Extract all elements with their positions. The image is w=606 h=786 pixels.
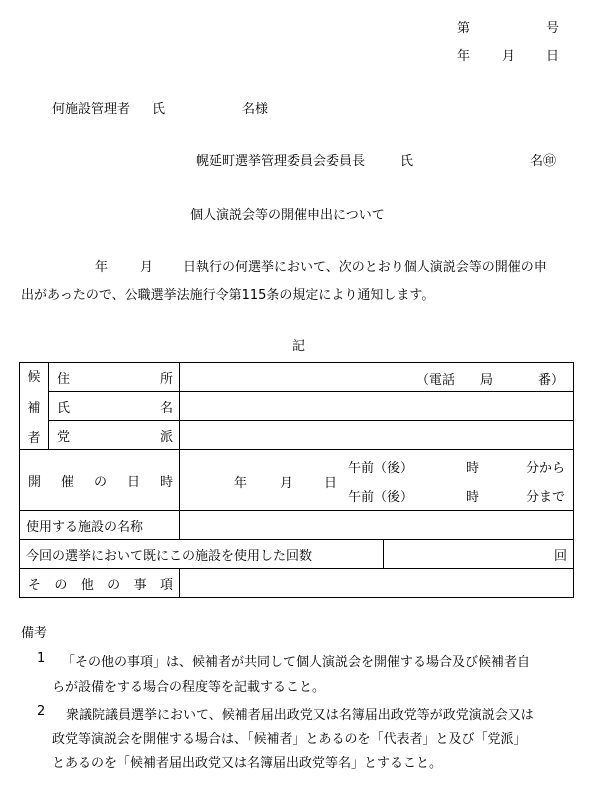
address-value-cell[interactable] bbox=[180, 363, 574, 392]
note-1-line1: 「その他の事項」は、候補者が共同して個人演説会を開催する場合及び候補者自 bbox=[62, 655, 531, 670]
table-row-schedule bbox=[20, 450, 574, 511]
facility-name-value-cell[interactable] bbox=[180, 511, 574, 540]
schedule-year: 年 bbox=[234, 476, 248, 491]
start-hour: 時 bbox=[466, 461, 480, 476]
other-matters-value-cell[interactable] bbox=[180, 569, 574, 598]
note-2-line3: とあるのを「候補者届出政党又は名簿届出政党等名」とすること。 bbox=[52, 756, 443, 771]
body-line1: 日執行の何選挙において、次のとおり個人演説会等の開催の申 bbox=[183, 260, 547, 275]
sender-name-label: 氏 bbox=[400, 154, 414, 169]
name-value-cell[interactable] bbox=[180, 392, 574, 421]
schedule-value-cell[interactable] bbox=[180, 450, 574, 511]
number-prefix: 第 bbox=[457, 21, 471, 36]
phone-exchange: 局 bbox=[480, 373, 494, 388]
times-used-value-cell[interactable] bbox=[384, 540, 574, 569]
date-day: 日 bbox=[546, 49, 560, 64]
candidate-label-cell bbox=[20, 363, 49, 450]
table-row-other bbox=[20, 569, 574, 598]
phone-open: （電話 bbox=[416, 373, 456, 388]
address-label: 住 所 bbox=[49, 363, 180, 392]
candidate-label: 候 補 者 bbox=[27, 370, 41, 446]
addressee-honorific: 名様 bbox=[242, 102, 269, 117]
end-ampm: 午前（後） bbox=[348, 490, 414, 505]
start-minute: 分から bbox=[526, 461, 566, 476]
sender-seal: 名㊞ bbox=[530, 154, 557, 169]
phone-number: 番） bbox=[538, 373, 565, 388]
schedule-day: 日 bbox=[324, 476, 338, 491]
sender-title: 幌延町選挙管理委員会委員長 bbox=[196, 154, 366, 169]
notes-title: 備考 bbox=[21, 626, 48, 641]
note-2-line2: 政党等演説会を開催する場合は、「候補者」とあるのを「代表者」と及び「党派」 bbox=[52, 732, 527, 747]
end-minute: 分まで bbox=[526, 490, 566, 505]
times-used-label: 今回の選挙において既にこの施設を使用した回数 bbox=[20, 540, 384, 569]
date-month: 月 bbox=[502, 49, 516, 64]
schedule-label: 開 催 の 日 時 bbox=[20, 450, 180, 511]
addressee-name-label: 氏 bbox=[152, 102, 166, 117]
table-row-times-used bbox=[20, 540, 574, 569]
other-matters-label: そ の 他 の 事 項 bbox=[20, 569, 180, 598]
start-ampm: 午前（後） bbox=[348, 461, 414, 476]
table-row-party bbox=[20, 421, 574, 450]
note-2-line1: 衆議院議員選挙において、候補者届出政党又は名簿届出政党等が政党演説会又は bbox=[66, 708, 534, 723]
table-row-name bbox=[20, 392, 574, 421]
note-2-number: 2 bbox=[37, 704, 46, 719]
date-year: 年 bbox=[457, 49, 471, 64]
times-unit: 回 bbox=[553, 548, 567, 564]
addressee-manager: 何施設管理者 bbox=[52, 102, 131, 117]
schedule-month: 月 bbox=[280, 476, 294, 491]
note-1-line2: らが設備をする場合の程度等を記載すること。 bbox=[52, 680, 326, 695]
ki-heading: 記 bbox=[292, 339, 306, 354]
table-row-address bbox=[20, 363, 574, 392]
end-hour: 時 bbox=[466, 490, 480, 505]
party-value-cell[interactable] bbox=[180, 421, 574, 450]
subject-title: 個人演説会等の開催申出について bbox=[190, 208, 385, 223]
party-label: 党 派 bbox=[49, 421, 180, 450]
body-month: 月 bbox=[140, 260, 154, 275]
number-suffix: 号 bbox=[546, 21, 560, 36]
application-table bbox=[19, 362, 574, 598]
table-row-facility bbox=[20, 511, 574, 540]
body-line2: 出があったので、公職選挙法施行令第115条の規定により通知します。 bbox=[21, 288, 435, 303]
body-year: 年 bbox=[95, 260, 109, 275]
name-label: 氏 名 bbox=[49, 392, 180, 421]
facility-name-label: 使用する施設の名称 bbox=[20, 511, 180, 540]
note-1-number: 1 bbox=[37, 651, 46, 666]
